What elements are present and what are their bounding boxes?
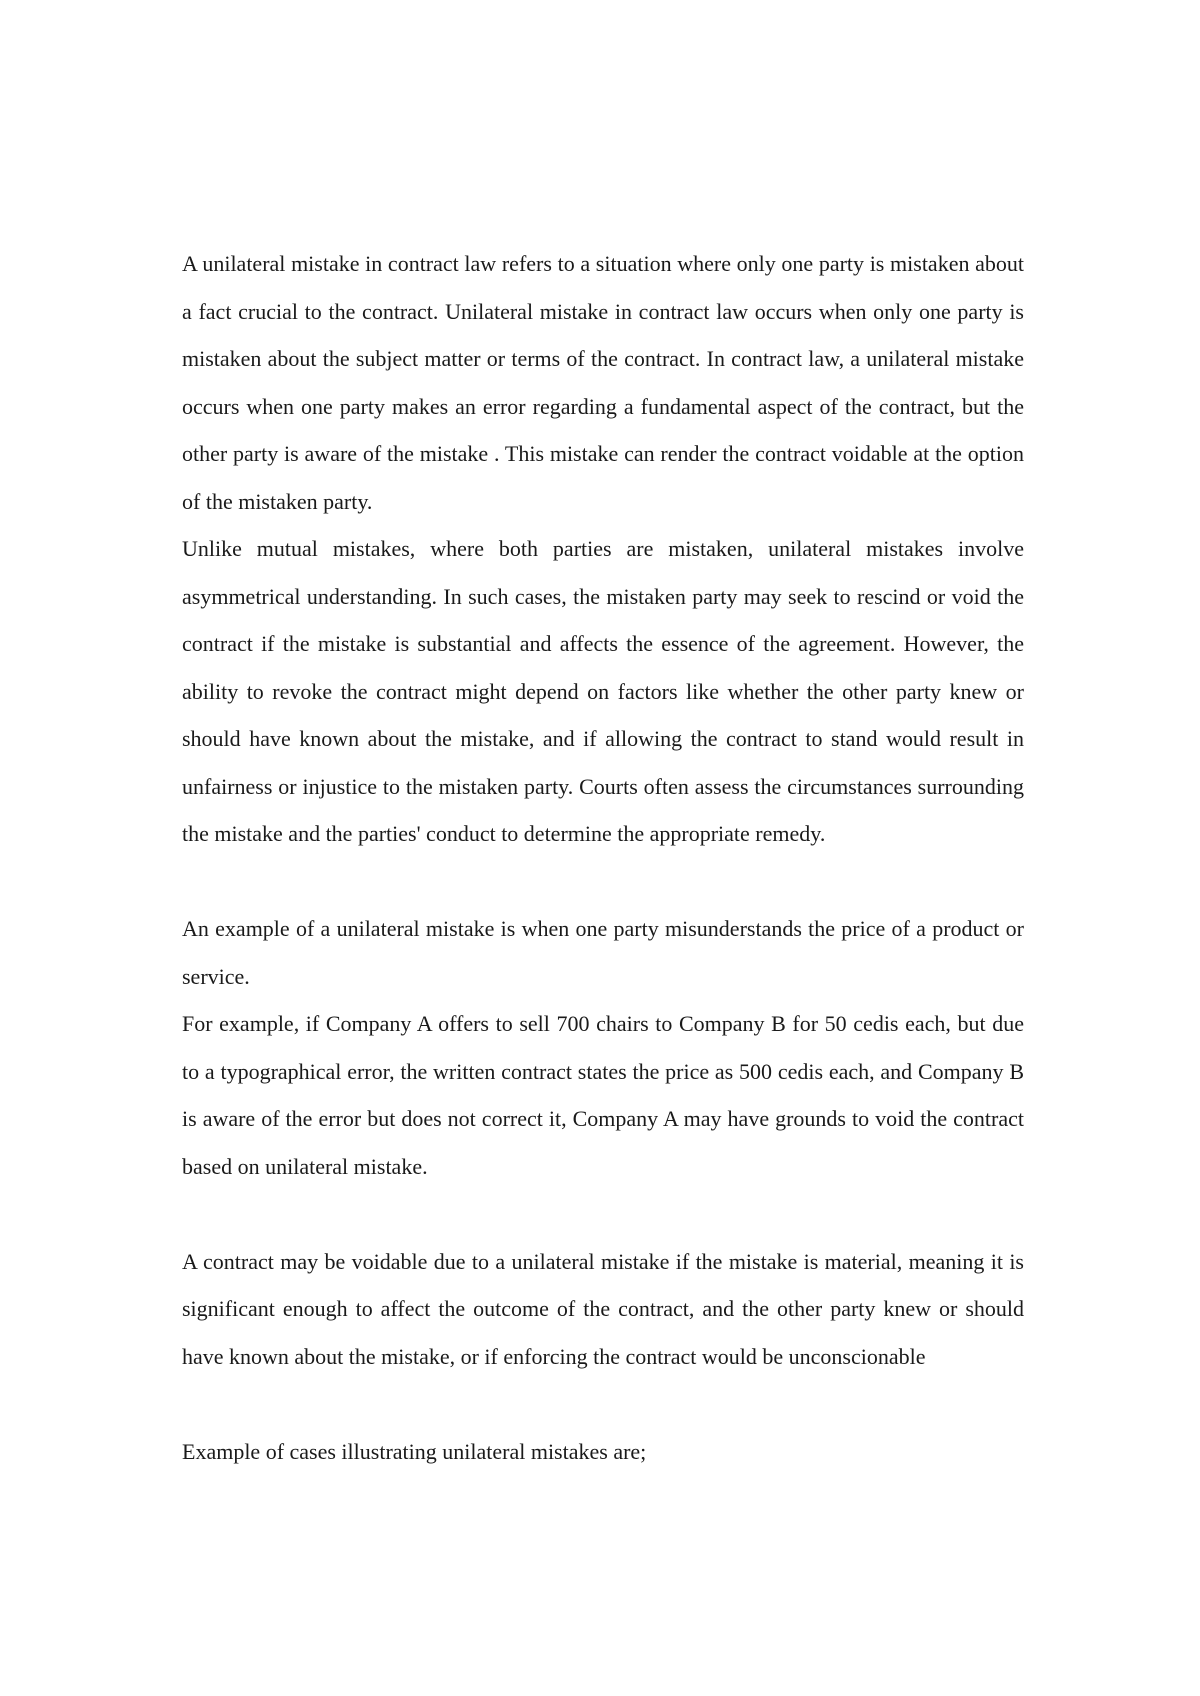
paragraph-voidable: A contract may be voidable due to a unilateral mistake if the mistake is material, meaning it is significant enough to affect the outcome of the contract, and the other party knew or should have known about the mistake, or if enforcing the contract would be unconscionable	[182, 1248, 1024, 1369]
paragraph-spacer	[182, 858, 1024, 906]
paragraph-cases-heading: Example of cases illustrating unilateral mistakes are;	[182, 1438, 647, 1464]
paragraph-definition: A unilateral mistake in contract law refers to a situation where only one party is mistaken about a fact crucial to the contract. Unilateral mistake in contract law occurs when only one party is mistaken about the subject matter or terms of the contract. In contract law, a unilateral mistake occurs when one party makes an error regarding a fundamental aspect of the contract, but the other party is aware of the mistake . This mistake can render the contract voidable at the option of the mistaken party.	[182, 251, 1024, 514]
paragraph-spacer	[182, 1190, 1024, 1238]
paragraph-example-chairs: For example, if Company A offers to sell 700 chairs to Company B for 50 cedis each, but due to a typographical error, the written contract states the price as 500 cedis each, and Company B is aware of the error but does not correct it, Company A may have grounds to void the contract based on unilateral mistake.	[182, 1011, 1024, 1179]
paragraph-spacer	[182, 1380, 1024, 1428]
paragraph-mutual-vs-unilateral: Unlike mutual mistakes, where both parties are mistaken, unilateral mistakes involve asymmetrical understanding. In such cases, the mistaken party may seek to rescind or void the contract if the mistake is substantial and affects the essence of the agreement. However, the ability to revoke the contract might depend on factors like whether the other party knew or should have known about the mistake, and if allowing the contract to stand would result in unfairness or injustice to the mistaken party. Courts often assess the circumstances surrounding the mistake and the parties' conduct to determine the appropriate remedy.	[182, 536, 1024, 846]
paragraph-example-intro: An example of a unilateral mistake is when one party misunderstands the price of a product or service.	[182, 916, 1024, 989]
document-body	[182, 240, 1024, 1475]
